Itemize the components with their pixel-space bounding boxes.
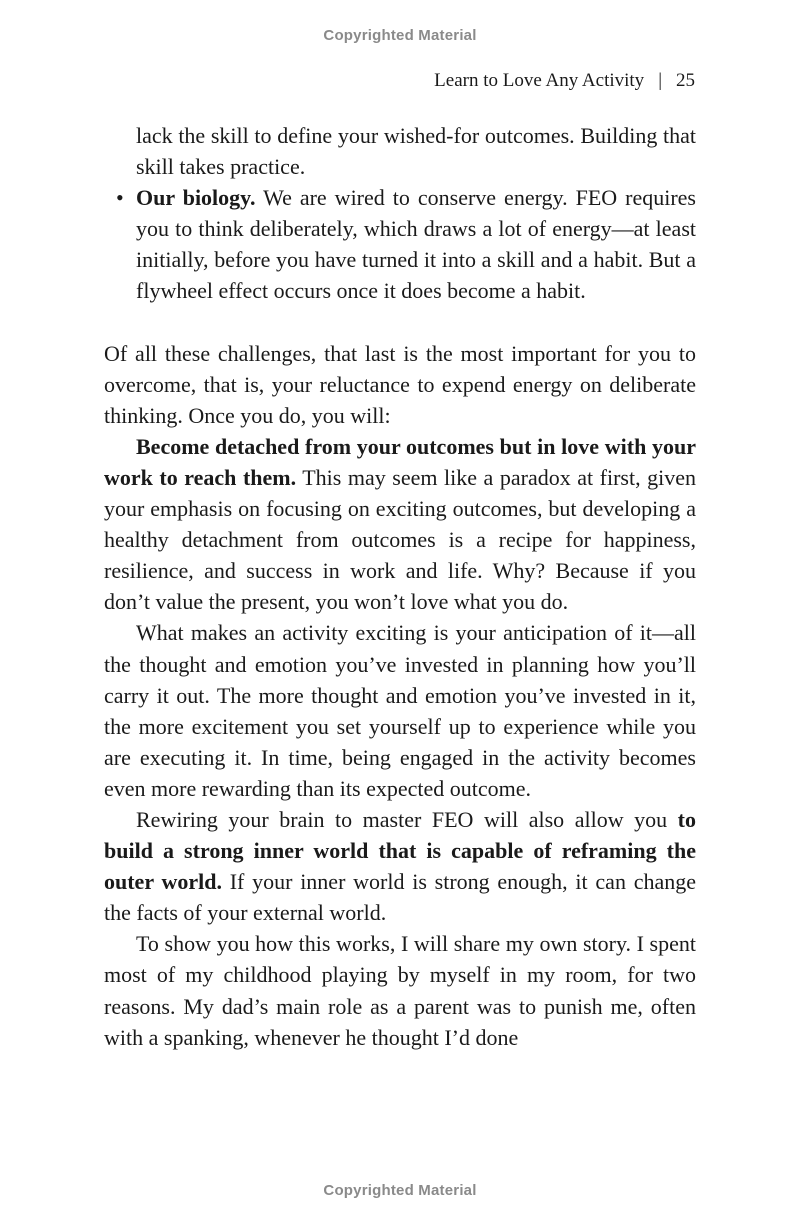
paragraph-rewiring-post: If your inner world is strong enough, it can change the facts of your external world.: [104, 869, 696, 926]
chapter-title: Learn to Love Any Activity: [434, 70, 645, 91]
paragraph-anticipation: What makes an activity exciting is your anticipation of it—all the thought and emotion you’ve invested in planning how you’ll carry it out. The more thought and emotion you’ve invested in it, the more excitement you set yourself up to experience while you are executing it. In time, being engaged in the activity becomes even more rewarding than its expected outcome.: [104, 620, 696, 801]
page-number: 25: [676, 70, 695, 91]
paragraph-detached-bold: Become detached from your outcomes but in love with your work to reach them.: [104, 433, 696, 490]
copyright-watermark-bottom: Copyrighted Material: [323, 1182, 477, 1199]
running-header: [434, 70, 695, 92]
paragraph-detached-text: This may seem like a paradox at first, given your emphasis on focusing on exciting outcomes, but developing a healthy detachment from outcomes is a recipe for happiness, resilience, and success in work and life. Why? Because if you don’t value the present, you won’t love what you do.: [104, 464, 696, 615]
header-separator: |: [658, 70, 662, 91]
copyright-watermark-top: Copyrighted Material: [323, 27, 477, 44]
bullet-continuation: lack the skill to define your wished-for outcomes. Building that skill takes practice.: [136, 123, 696, 180]
bullet-icon: •: [116, 185, 124, 211]
paragraph-challenges: Of all these challenges, that last is the most important for you to overcome, that is, your reluctance to expend energy on deliberate thinking. Once you do, you will:: [104, 340, 696, 428]
paragraph-story: To show you how this works, I will share my own story. I spent most of my childhood playing by myself in my room, for two reasons. My dad’s main role as a parent was to punish me, often with a spanking, whenever he thought I’d done: [104, 931, 696, 1050]
bullet-list: [104, 182, 696, 306]
page-body: [104, 120, 696, 1053]
bullet-term: Our biology.: [136, 185, 256, 211]
paragraph-detached: [104, 431, 696, 618]
paragraph-rewiring: [104, 804, 696, 928]
bullet-text: We are wired to conserve energy. FEO requires you to think deliberately, which draws a lot of energy—at least initially, before you have turned it into a skill and a habit. But a flywheel effect occurs once it does become a habit.: [136, 185, 696, 304]
paragraph-gap: [104, 307, 696, 338]
paragraph-rewiring-pre: Rewiring your brain to master FEO will also allow you: [136, 806, 678, 832]
paragraph-rewiring-bold: to build a strong inner world that is capable of reframing the outer world.: [104, 806, 696, 895]
bullet-item-biology: [104, 182, 696, 306]
